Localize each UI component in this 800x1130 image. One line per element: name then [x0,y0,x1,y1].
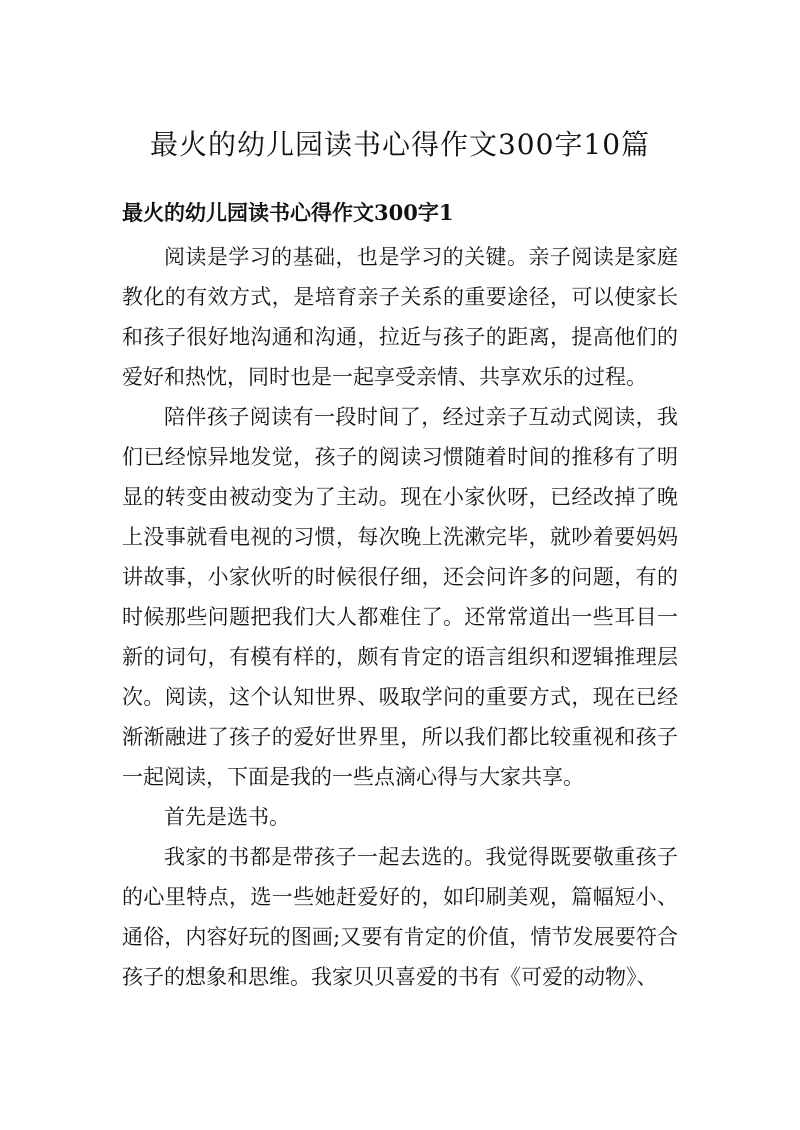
document-title: 最火的幼儿园读书心得作文300字10篇 [149,128,651,161]
document-body [122,237,678,997]
paragraph-reading-importance: 阅读是学习的基础，也是学习的关键。亲子阅读是家庭教化的有效方式，是培育亲子关系的重要途径，可以使家长和孩子很好地沟通和沟通，拉近与孩子的距离，提高他们的爱好和热忱，同时也是一起享受亲情、共享欢乐的过程。 [122,245,678,389]
paragraph-choosing-books: 我家的书都是带孩子一起去选的。我觉得既要敬重孩子的心里特点，选一些她赶爱好的，如印刷美观，篇幅短小、通俗，内容好玩的图画;又要有肯定的价值，情节发展要符合孩子的想象和思维。我家贝贝喜爱的书有《可爱的动物》、 [122,845,678,989]
paragraph-choosing-books-heading: 首先是选书。 [164,805,290,829]
paragraph-reading-experience: 陪伴孩子阅读有一段时间了，经过亲子互动式阅读，我们已经惊异地发觉，孩子的阅读习惯随着时间的推移有了明显的转变由被动变为了主动。现在小家伙呀，已经改掉了晚上没事就看电视的习惯，每次晚上洗漱完毕，就吵着要妈妈讲故事，小家伙听的时候很仔细，还会问许多的问题，有的时候那些问题把我们大人都难住了。还常常道出一些耳目一新的词句，有模有样的，颇有肯定的语言组织和逻辑推理层次。阅读，这个认知世界、吸取学问的重要方式，现在已经渐渐融进了孩子的爱好世界里，所以我们都比较重视和孩子一起阅读，下面是我的一些点滴心得与大家共享。 [122,405,678,789]
section-heading: 最火的幼儿园读书心得作文300字1 [122,200,454,225]
